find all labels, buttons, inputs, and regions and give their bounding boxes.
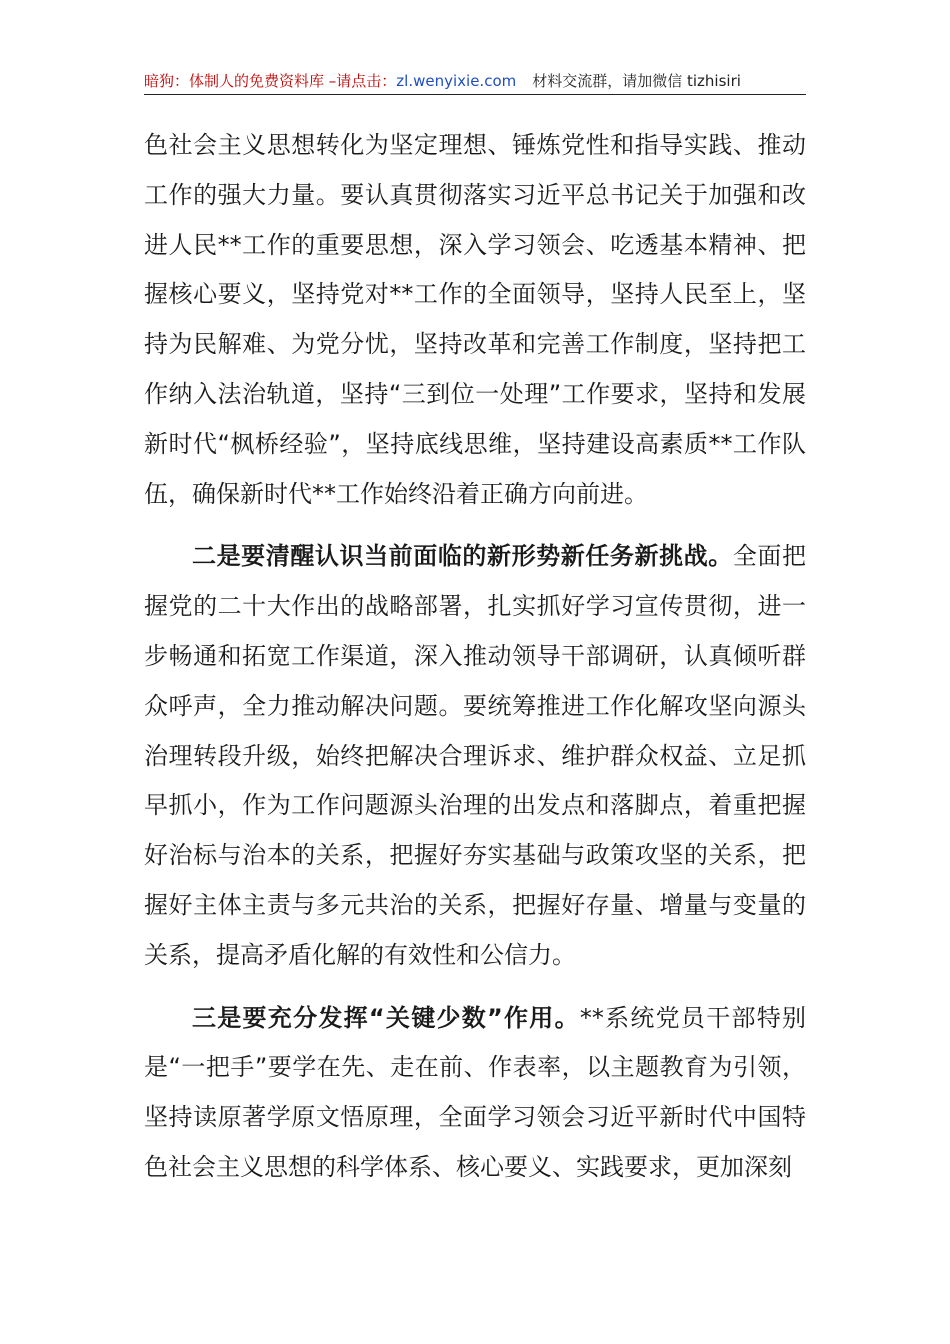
header-brand: 暗狗：体制人的免费资料库	[144, 72, 325, 90]
paragraph-2-lead: 二是要清醒认识当前面临的新形势新任务新挑战。	[192, 542, 733, 571]
page-header	[144, 68, 806, 95]
header-contact: 材料交流群，请加微信 tizhisiri	[532, 72, 741, 90]
header-prompt: –请点击：	[324, 72, 397, 90]
document-body	[144, 121, 806, 1193]
paragraph-1-body: 色社会主义思想转化为坚定理想、锤炼党性和指导实践、推动工作的强大力量。要认真贯彻落实习近平总书记关于加强和改进人民**工作的重要思想，深入学习领会、吃透基本精神、把握核心要义，坚持党对**工作的全面领导，坚持人民至上，坚持为民解难、为党分忧，坚持改革和完善工作制度，坚持把工作纳入法治轨道，坚持“三到位一处理”工作要求，坚持和发展新时代“枫桥经验”，坚持底线思维，坚持建设高素质**工作队伍，确保新时代**工作始终沿着正确方向前进。	[144, 131, 806, 508]
header-link[interactable]: zl.wenyixie.com	[396, 72, 517, 90]
paragraph-2-body: 全面把握党的二十大作出的战略部署，扎实抓好学习宣传贯彻，进一步畅通和拓宽工作渠道，深入推动领导干部调研，认真倾听群众呼声，全力推动解决问题。要统筹推进工作化解攻坚向源头治理转段升级，始终把解决合理诉求、维护群众权益、立足抓早抓小，作为工作问题源头治理的出发点和落脚点，着重把握好治标与治本的关系，把握好夯实基础与政策攻坚的关系，把握好主体主责与多元共治的关系，把握好存量、增量与变量的关系，提高矛盾化解的有效性和公信力。	[144, 542, 807, 969]
paragraph-1	[144, 121, 806, 519]
paragraph-2	[144, 532, 806, 980]
paragraph-3	[144, 994, 806, 1193]
paragraph-3-lead: 三是要充分发挥“关键少数”作用。	[192, 1003, 580, 1032]
paragraph-3-body: **系统党员干部特别是“一把手”要学在先、走在前、作表率，以主题教育为引领，坚持读原著学原文悟原理，全面学习领会习近平新时代中国特色社会主义思想的科学体系、核心要义、实践要求，更加深刻	[144, 1003, 807, 1181]
